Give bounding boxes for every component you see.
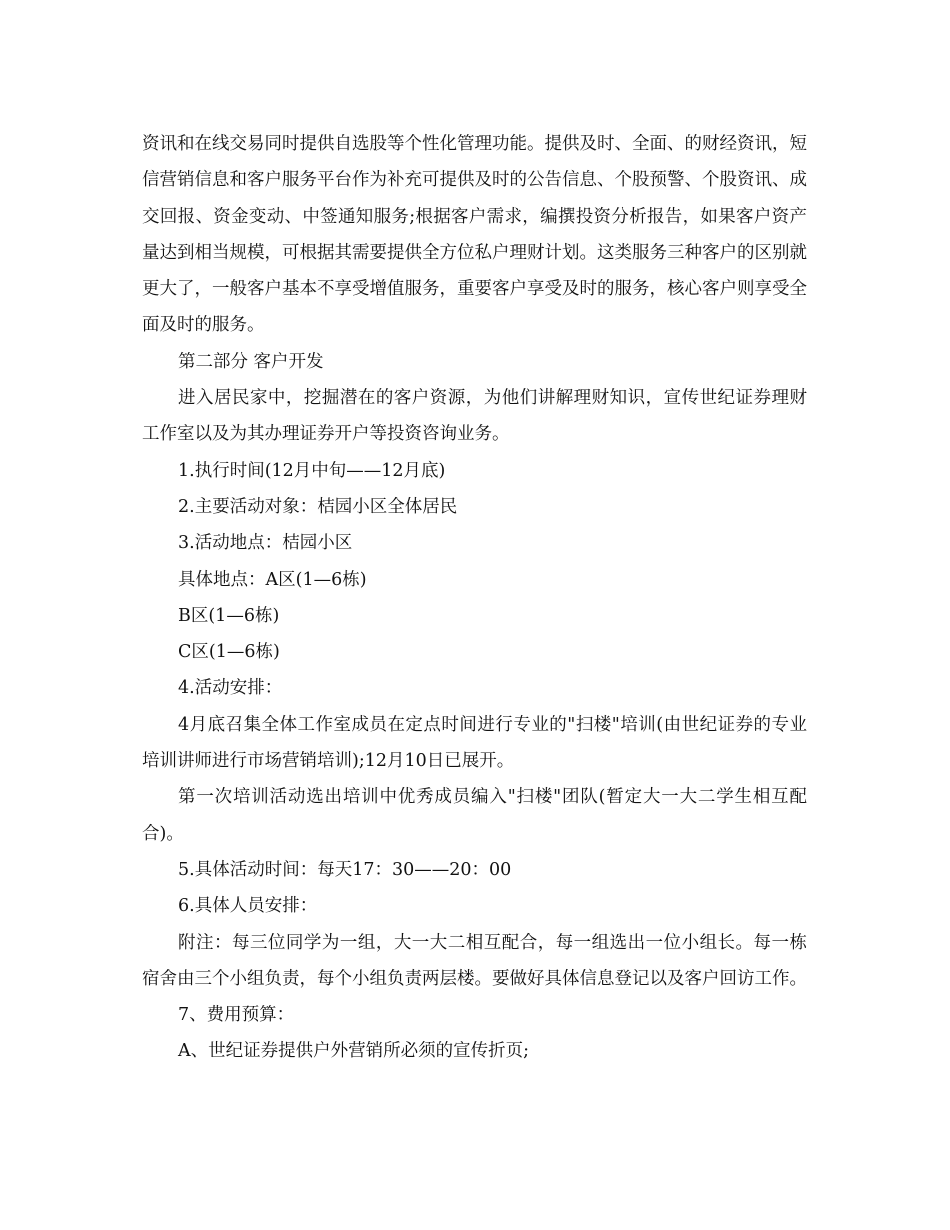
list-item-activity-time: 5.具体活动时间：每天17：30——20：00 [178,859,512,880]
list-item-execution-time: 1.执行时间(12月中旬——12月底) [178,460,446,481]
paragraph-training: 4月底召集全体工作室成员在定点时间进行专业的"扫楼"培训(由世纪证券的专业培训讲师进行市场营销培训);12月10日已展开。 [142,714,807,772]
paragraph-services-continued: 资讯和在线交易同时提供自选股等个性化管理功能。提供及时、全面、的财经资讯，短信营销信息和客户服务平台作为补充可提供及时的公告信息、个股预警、个股资讯、成交回报、资金变动、中签通知服务;根据客户需求，编撰投资分析报告，如果客户资产量达到相当规模，可根据其需要提供全方位私户理财计划。这类服务三种客户的区别就更大了，一般客户基本不享受增值服务，重要客户享受及时的服务，核心客户则享受全面及时的服务。 [142,134,807,336]
location-detail-c: C区(1—6栋) [178,642,280,663]
list-item-staffing: 6.具体人员安排： [178,896,318,917]
list-item-location: 3.活动地点：桔园小区 [178,533,353,554]
document-body [142,126,807,1070]
location-detail-a: 具体地点：A区(1—6栋) [178,569,367,590]
section-heading-customer-development: 第二部分 客户开发 [178,351,324,372]
list-item-budget: 7、费用预算： [178,1005,295,1026]
paragraph-team-selection: 第一次培训活动选出培训中优秀成员编入"扫楼"团队(暂定大一大二学生相互配合)。 [142,787,807,844]
paragraph-note: 附注：每三位同学为一组，大一大二相互配合，每一组选出一位小组长。每一栋宿舍由三个小组负责，每个小组负责两层楼。要做好具体信息登记以及客户回访工作。 [142,932,807,989]
list-item-target-audience: 2.主要活动对象：桔园小区全体居民 [178,496,458,517]
location-detail-b: B区(1—6栋) [178,605,280,626]
paragraph-intro: 进入居民家中，挖掘潜在的客户资源，为他们讲解理财知识，宣传世纪证券理财工作室以及为其办理证券开户等投资咨询业务。 [142,388,807,445]
budget-item-a: A、世纪证券提供户外营销所必须的宣传折页; [178,1041,530,1062]
list-item-arrangement: 4.活动安排： [178,678,283,699]
